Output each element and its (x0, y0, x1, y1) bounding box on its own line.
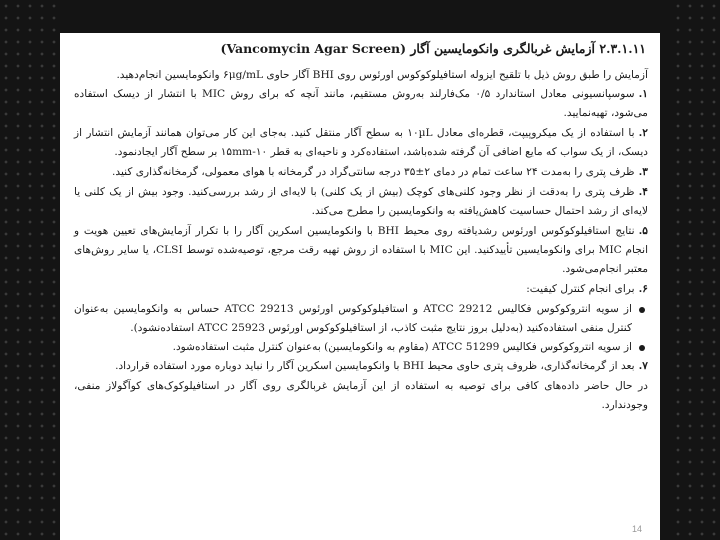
step-number: ۱. (638, 88, 648, 100)
step-number: ۵. (638, 225, 648, 237)
step-text: برای انجام کنترل کیفیت: (526, 283, 635, 295)
procedure-step (74, 222, 648, 279)
procedure-step (74, 163, 648, 182)
procedure-step (74, 124, 648, 162)
closing-paragraph: در حال حاضر داده‌های کافی برای توصیه به استفاده از این آزمایش غربالگری روی آگار در استافیلوکوک‌های کوآگولاز منفی، وجودندارد. (74, 380, 648, 411)
section-heading: ۲.۳.۱.۱۱ آزمایش غربالگری وانکومایسین آگار (Vancomycin Agar Screen) (220, 41, 646, 56)
step-number: ۶. (638, 283, 648, 295)
procedure-step (74, 357, 648, 376)
procedure-step (74, 183, 648, 221)
step-number: ۲. (638, 127, 648, 139)
document-page (60, 33, 660, 540)
step-number: ۷. (638, 360, 648, 372)
step-number: ۳. (638, 166, 648, 178)
document-body (60, 33, 660, 415)
page-number: 14 (631, 524, 642, 534)
intro-paragraph: آزمایش را طبق روش ذیل با تلقیح ایزوله استافیلوکوکوس اورئوس روی BHI آگار حاوی ۶μg/mL وانکومایسین انجام‌دهید. (116, 69, 648, 81)
slide-dot-pattern-left (0, 0, 60, 540)
procedure-step (74, 280, 648, 299)
step-text: ظرف پتری را به‌مدت ۲۴ ساعت تمام در دمای ۲±۳۵ درجه سانتی‌گراد در گرمخانه با هوای معمولی، گرمخانه‌گذاری کنید. (112, 166, 635, 178)
step-text: نتایج استافیلوکوکوس اورئوس رشدیافته روی محیط BHI با وانکومایسین اسکرین آگار را با تکرار آزمایش‌های تعیین هویت و انجام MIC برای وانکومایسین تأییدکنید. این MIC با استفاده از روش تهیه رقت مرجع، توصیه‌شده توسط CLSI، یا سایر روش‌های معتبر انجام‌می‌شود. (74, 225, 649, 275)
procedure-step (74, 85, 648, 123)
step-text: با استفاده از یک میکروپیپت، قطره‌ای معادل ۱۰µL به سطح آگار منتقل کنید. به‌جای این کار می‌توان همانند آزمایش انتشار از دیسک، از یک سواب که مایع اضافی آن گرفته شده‌باشد، استفاده‌کرد و ناحیه‌ای به قطر ۱۰-۱۵mm بر سطح آگار ایجادنمود. (74, 127, 648, 158)
list-item: از سویه انتروکوکوس فکالیس ATCC 29212 و استافیلوکوکوس اورئوس ATCC 29213 حساس به وانکومایسین به‌عنوان کنترل منفی استفاده‌کنید (به‌دلیل بروز نتایج مثبت کاذب، از استافیلوکوکوس اورئوس ATCC 25923 استفاده‌نشود). (74, 300, 632, 338)
list-item: از سویه انتروکوکوس فکالیس ATCC 51299 (مقاوم به وانکومایسین) به‌عنوان کنترل مثبت استفاده‌شود. (74, 338, 632, 357)
step-number: ۴. (638, 186, 648, 198)
step-text: ظرف پتری را به‌دقت از نظر وجود کلنی‌های کوچک (بیش از یک کلنی) با لایه‌ای از رشد بررسی‌کنید. وجود بیش از یک کلنی یا لایه‌ای از رشد احتمال حساسیت کاهش‌یافته به وانکومایسین را مطرح می‌کند. (74, 186, 648, 217)
step-text: بعد از گرمخانه‌گذاری، ظروف پتری حاوی محیط BHI با وانکومایسین اسکرین آگار را نباید دوباره مورد استفاده قرارداد. (115, 360, 635, 372)
step-text: سوسپانسیونی معادل استاندارد ۰/۵ مک‌فارلند به‌روش مستقیم، مانند آنچه که برای روش MIC با انتشار از دیسک استفاده می‌شود، تهیه‌نمایید. (74, 88, 648, 119)
slide-dot-pattern-right (672, 0, 720, 540)
quality-control-list (74, 300, 648, 357)
